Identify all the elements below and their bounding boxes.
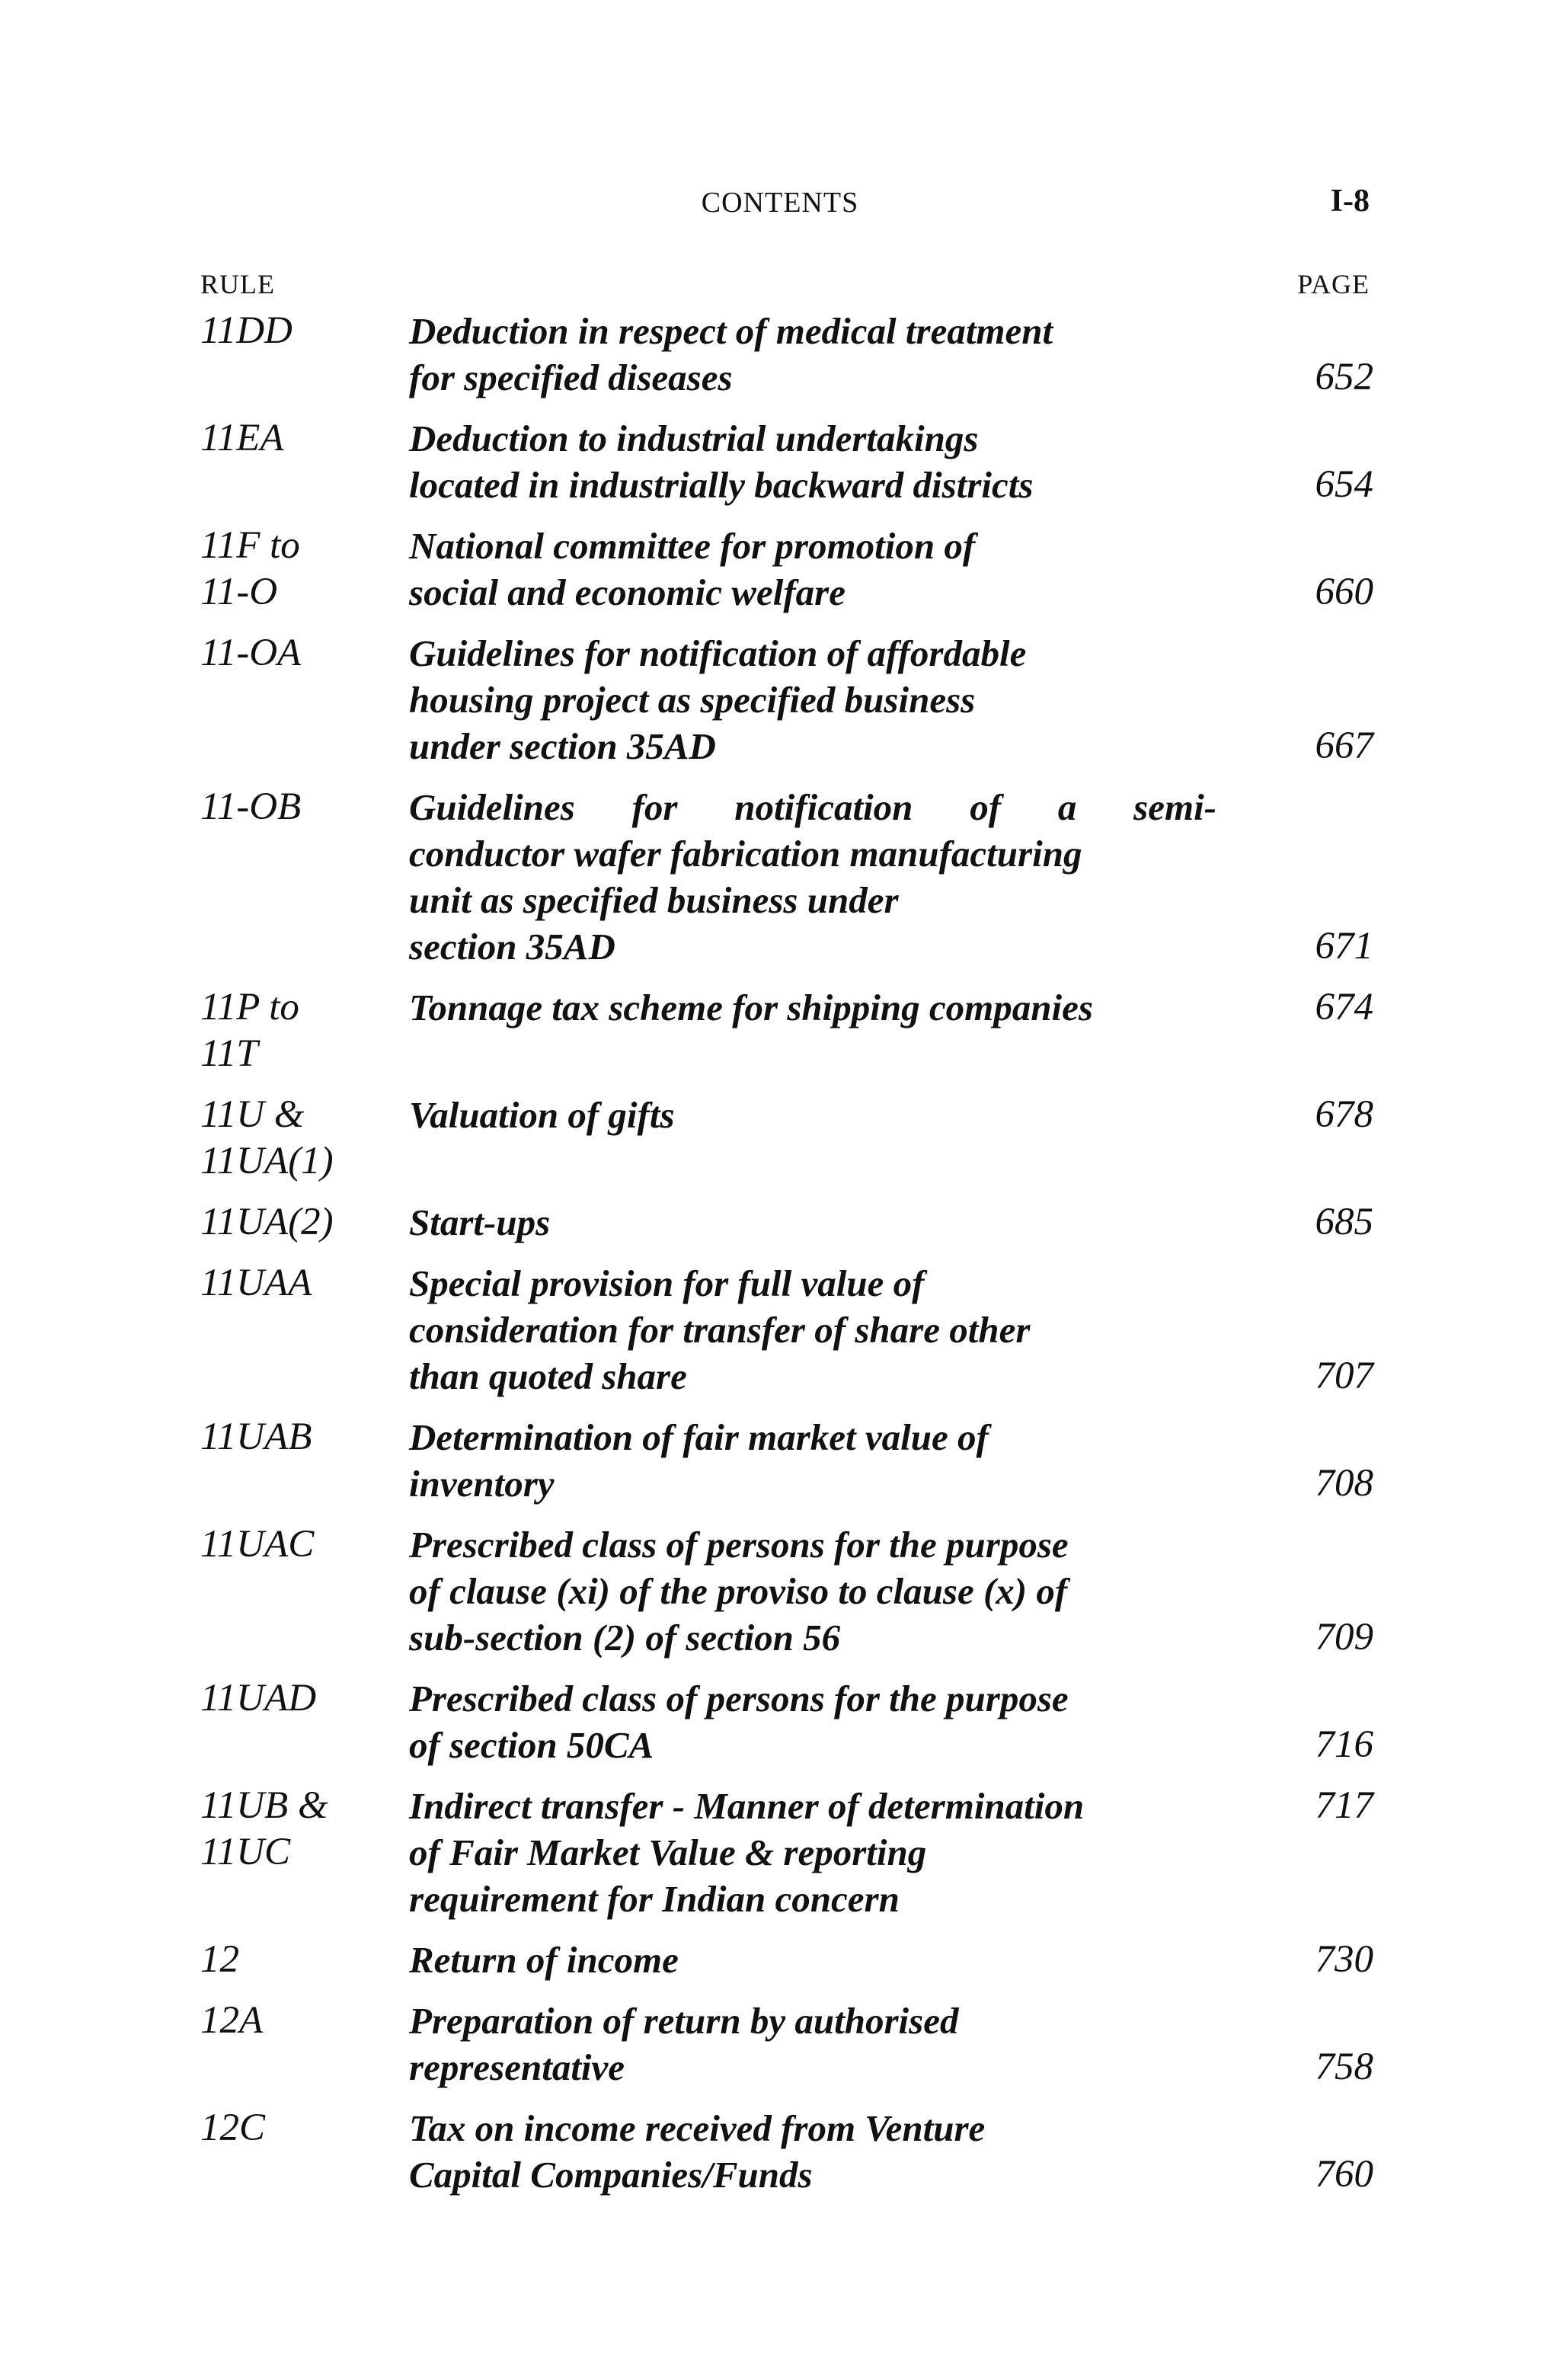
rule-number-line: 11DD [200, 309, 292, 352]
rule-number [200, 1675, 409, 1722]
rule-number [200, 1521, 409, 1568]
rule-number-line: 12A [200, 1999, 264, 2042]
contents-entry [200, 1783, 1373, 1922]
entry-title-line: Start-ups [409, 1201, 551, 1243]
rule-number [200, 1199, 409, 1246]
contents-entry [200, 630, 1373, 769]
rule-number [200, 784, 409, 830]
entry-title-line: than quoted share [409, 1355, 687, 1397]
entry-title-line: Guidelines for notification of a semi- [409, 786, 1216, 828]
entry-title-line: housing project as specified business [409, 679, 976, 721]
rule-number [200, 1783, 409, 1876]
page-reference [1247, 1521, 1373, 1661]
contents-entry [200, 1521, 1373, 1661]
rule-number-line: 11-OB [200, 785, 302, 828]
rule-number-line: 11T [200, 1032, 258, 1075]
entry-title [409, 1783, 1247, 1922]
contents-entry [200, 1260, 1373, 1400]
rule-number-line: 11UAA [200, 1262, 312, 1304]
entry-title [409, 1998, 1247, 2090]
page-reference-number: 667 [1315, 725, 1373, 767]
rule-number-line: 11UAB [200, 1416, 312, 1458]
page-reference-number: 716 [1315, 1723, 1373, 1766]
rule-number-line: 11UAD [200, 1677, 317, 1719]
entry-title-line: National committee for promotion of [409, 525, 976, 567]
entry-title-line: inventory [409, 1463, 555, 1505]
page-reference [1247, 1937, 1373, 1983]
page-number: I-8 [1330, 184, 1370, 219]
page-reference [1247, 1092, 1373, 1138]
rule-number-line: 11UA(1) [200, 1140, 334, 1182]
rule-number [200, 1998, 409, 2044]
page-reference-number: 671 [1315, 925, 1373, 968]
entry-title-line: of Fair Market Value & reporting [409, 1831, 927, 1873]
rule-number [200, 415, 409, 462]
contents-entry [200, 784, 1373, 970]
entry-title-line: consideration for transfer of share other [409, 1309, 1031, 1351]
page-reference-number: 654 [1315, 463, 1373, 506]
entry-title-line: section 35AD [409, 926, 615, 968]
contents-entry [200, 1199, 1373, 1246]
entry-title [409, 308, 1247, 401]
entry-title-line: Deduction to industrial undertakings [409, 417, 979, 459]
entry-title [409, 415, 1247, 508]
page-reference-number: 730 [1315, 1938, 1373, 1981]
entry-title-line: representative [409, 2046, 625, 2088]
entry-title-line: Capital Companies/Funds [409, 2154, 813, 2196]
rule-number [200, 1937, 409, 1983]
page-reference-number: 708 [1315, 1462, 1373, 1505]
entry-title [409, 630, 1247, 769]
page-reference [1247, 523, 1373, 616]
page-reference [1247, 784, 1373, 970]
rule-number-line: 12C [200, 2106, 266, 2149]
entry-title [409, 1675, 1247, 1768]
entry-title-line: Prescribed class of persons for the purpose [409, 1524, 1069, 1566]
contents-entry [200, 1675, 1373, 1768]
entry-title-line: conductor wafer fabrication manufacturing [409, 833, 1082, 875]
page-reference-number: 707 [1315, 1355, 1373, 1397]
entry-title [409, 1199, 1247, 1246]
rule-number-line: 12 [200, 1938, 239, 1981]
page-reference-number: 652 [1315, 356, 1373, 398]
page-reference [1247, 1260, 1373, 1400]
contents-list [200, 308, 1373, 2212]
entry-title-line: Guidelines for notification of affordable [409, 632, 1027, 674]
page-reference [1247, 2105, 1373, 2198]
contents-entry [200, 1937, 1373, 1983]
page-reference [1247, 1414, 1373, 1507]
entry-title-line: under section 35AD [409, 725, 716, 767]
rule-number [200, 2105, 409, 2151]
page-column-heading: PAGE [1297, 269, 1370, 299]
entry-title-line: Tonnage tax scheme for shipping companies [409, 987, 1093, 1028]
rule-number [200, 1260, 409, 1307]
entry-title-line: Indirect transfer - Manner of determination [409, 1785, 1085, 1827]
page-reference-number: 717 [1315, 1784, 1373, 1827]
entry-title-line: unit as specified business under [409, 879, 899, 921]
rule-number-line: 11P to [200, 986, 299, 1028]
entry-title [409, 1937, 1247, 1983]
page-reference [1247, 984, 1373, 1031]
contents-entry [200, 1092, 1373, 1185]
page-reference-number: 674 [1315, 986, 1373, 1028]
entry-title-line: Deduction in respect of medical treatment [409, 310, 1053, 352]
page-reference [1247, 308, 1373, 401]
contents-entry [200, 415, 1373, 508]
page-reference-number: 758 [1315, 2046, 1373, 2088]
entry-title-line: requirement for Indian concern [409, 1878, 900, 1920]
contents-entry [200, 2105, 1373, 2198]
page-reference-number: 760 [1315, 2153, 1373, 2196]
rule-number-line: 11UAC [200, 1523, 315, 1566]
entry-title-line: social and economic welfare [409, 571, 846, 613]
page-reference-number: 685 [1315, 1201, 1373, 1243]
running-title: CONTENTS [701, 187, 859, 219]
page-reference [1247, 415, 1373, 508]
entry-title [409, 1092, 1247, 1138]
rule-number-line: 11UA(2) [200, 1201, 334, 1243]
rule-column-heading: RULE [200, 269, 275, 299]
entry-title [409, 1521, 1247, 1661]
rule-number-line: 11UB & [200, 1784, 328, 1827]
contents-entry [200, 1998, 1373, 2090]
entry-title-line: Return of income [409, 1939, 679, 1981]
entry-title-line: located in industrially backward districts [409, 464, 1034, 506]
entry-title [409, 523, 1247, 616]
entry-title-line: Valuation of gifts [409, 1094, 675, 1136]
entry-title [409, 2105, 1247, 2198]
rule-number-line: 11-O [200, 571, 278, 613]
entry-title-line: for specified diseases [409, 357, 733, 398]
contents-entry [200, 984, 1373, 1077]
page-reference [1247, 1998, 1373, 2090]
entry-title-line: Tax on income received from Venture [409, 2107, 986, 2149]
page-reference-number: 709 [1315, 1616, 1373, 1659]
entry-title [409, 984, 1247, 1031]
page-reference [1247, 1199, 1373, 1246]
entry-title-line: of section 50CA [409, 1724, 654, 1766]
rule-number [200, 523, 409, 616]
rule-number [200, 1092, 409, 1185]
rule-number-line: 11U & [200, 1093, 305, 1136]
rule-number [200, 1414, 409, 1460]
rule-number-line: 11-OA [200, 632, 302, 674]
entry-title-line: sub-section (2) of section 56 [409, 1617, 841, 1659]
rule-number [200, 630, 409, 677]
page-reference [1247, 630, 1373, 769]
entry-title [409, 1414, 1247, 1507]
page-reference-number: 660 [1315, 571, 1373, 613]
entry-title [409, 784, 1247, 970]
rule-number [200, 984, 409, 1077]
entry-title-line: Special provision for full value of [409, 1262, 925, 1304]
contents-entry [200, 523, 1373, 616]
entry-title-line: of clause (xi) of the proviso to clause (x) of [409, 1570, 1068, 1612]
contents-entry [200, 1414, 1373, 1507]
rule-number-line: 11F to [200, 524, 300, 567]
entry-title [409, 1260, 1247, 1400]
rule-number-line: 11EA [200, 417, 284, 459]
entry-title-line: Preparation of return by authorised [409, 2000, 959, 2042]
entry-title-line: Determination of fair market value of [409, 1416, 989, 1458]
rule-number-line: 11UC [200, 1831, 291, 1873]
page-reference-number: 678 [1315, 1093, 1373, 1136]
rule-number [200, 308, 409, 354]
page-reference [1247, 1675, 1373, 1768]
page-reference [1247, 1783, 1373, 1829]
entry-title-line: Prescribed class of persons for the purpose [409, 1678, 1069, 1719]
contents-entry [200, 308, 1373, 401]
